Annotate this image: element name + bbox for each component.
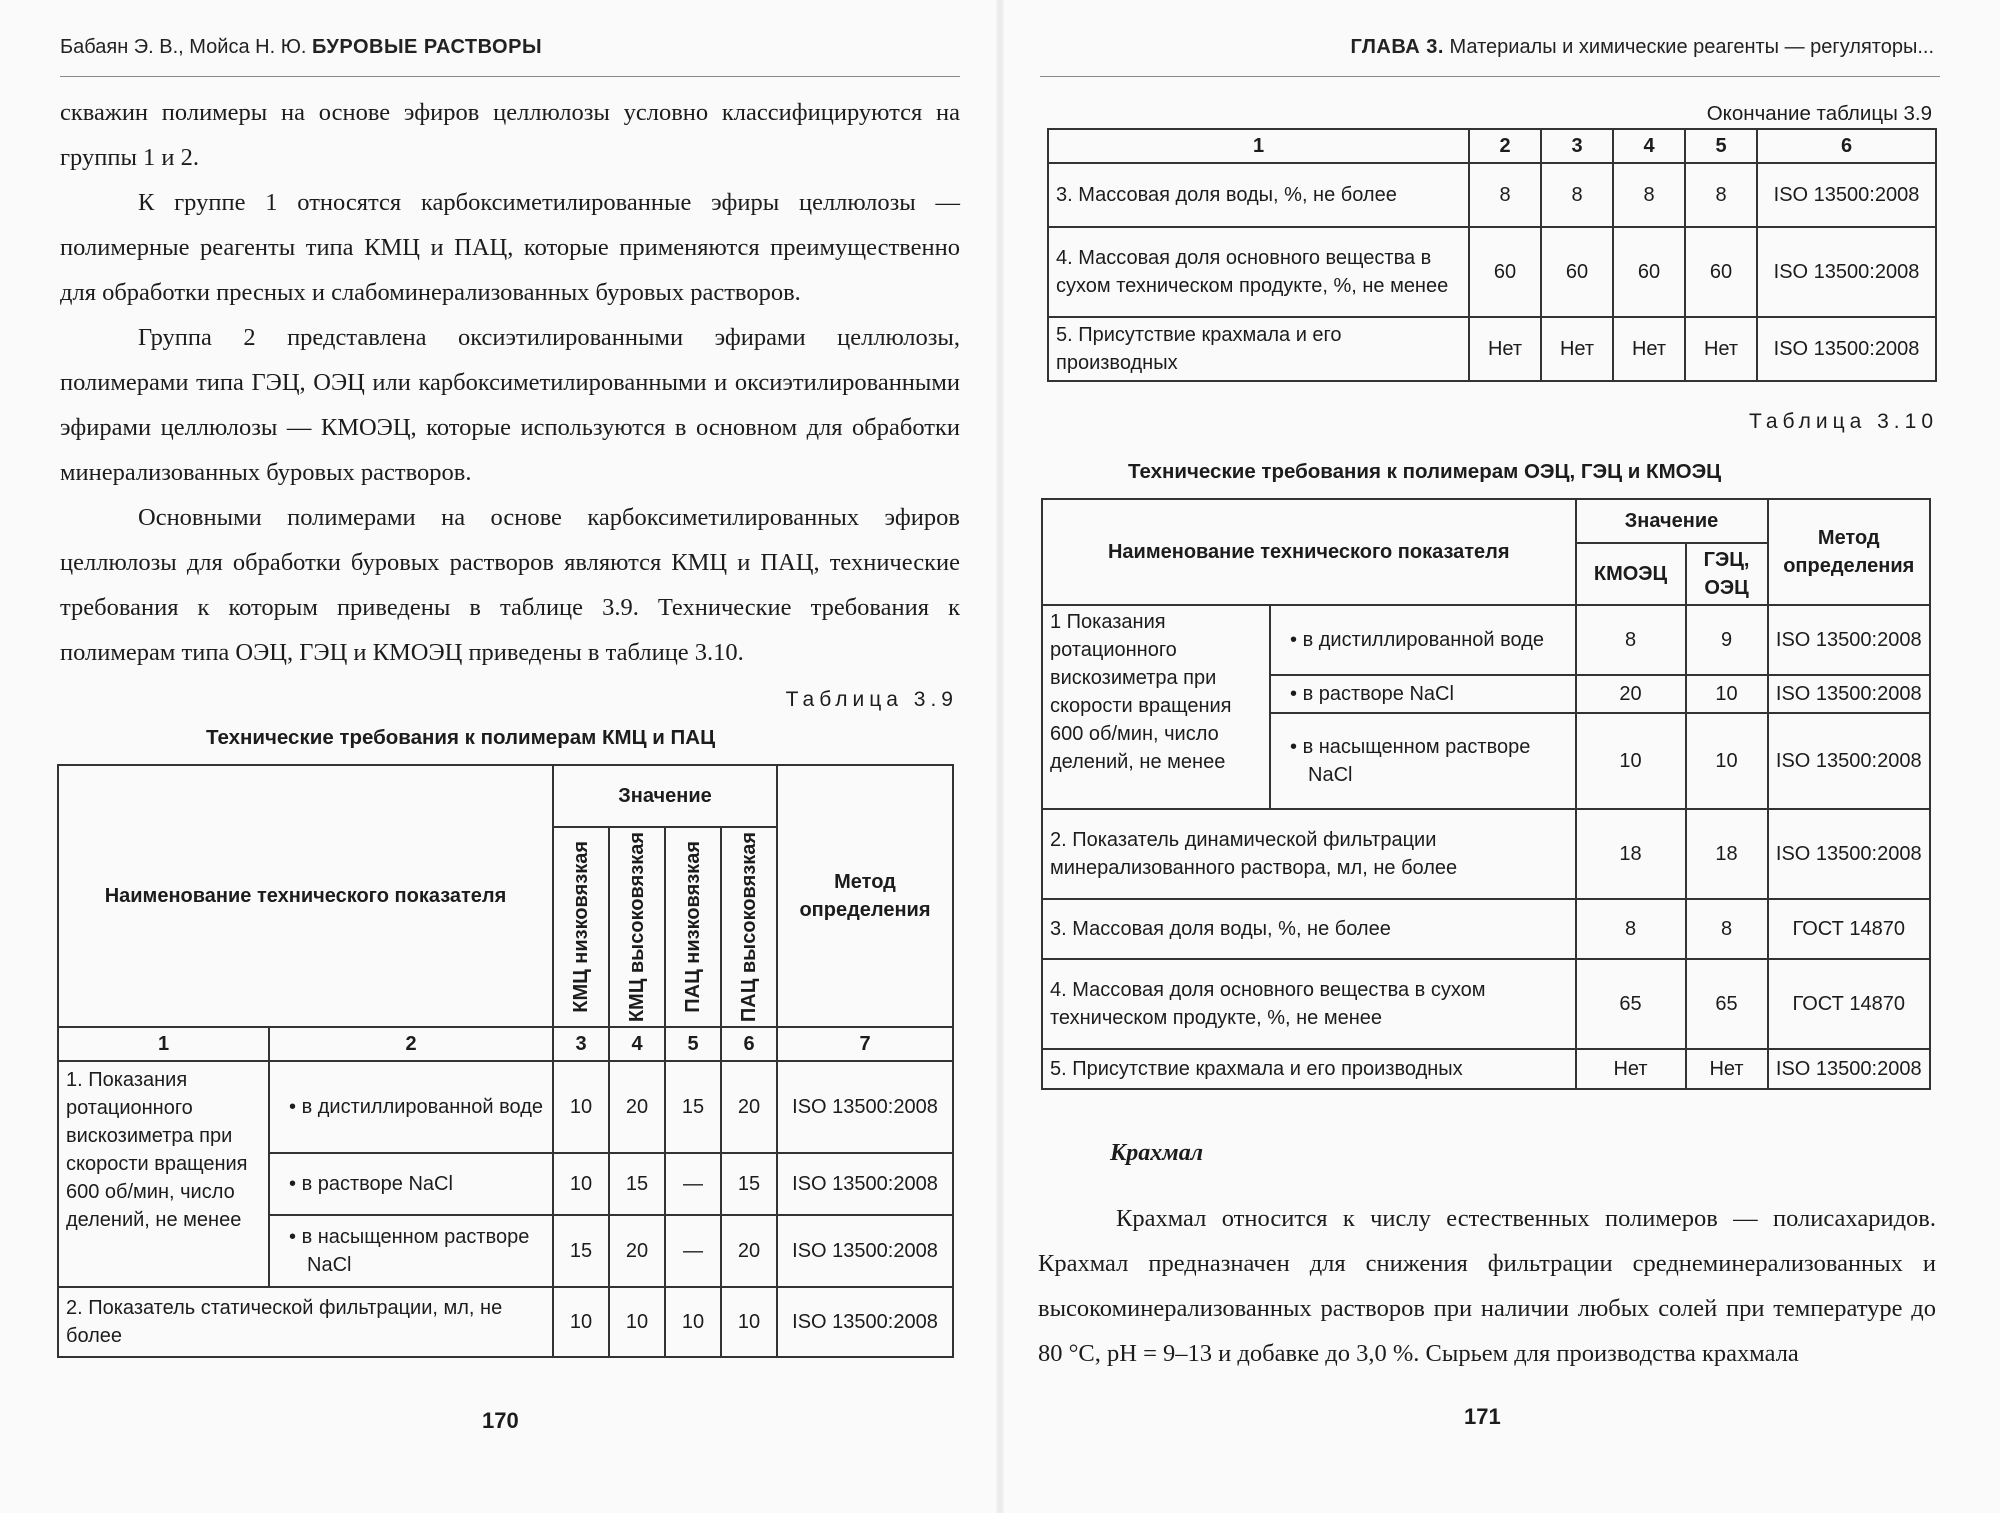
condition-label: в насыщенном растворе NaCl bbox=[1302, 736, 1531, 786]
condition-label: в насыщенном растворе NaCl bbox=[301, 1226, 530, 1276]
cell-method: ISO 13500:2008 bbox=[1757, 317, 1936, 381]
header-authors: Бабаян Э. В., Мойса Н. Ю. bbox=[60, 36, 307, 58]
row-label: 4. Массовая доля основного вещества в сухом техническом продукте, %, не менее bbox=[1048, 227, 1469, 317]
table-row bbox=[1048, 227, 1936, 317]
cell-value: 8 bbox=[1686, 899, 1768, 959]
col-number: 4 bbox=[1613, 129, 1685, 163]
cell-value: Нет bbox=[1576, 1049, 1686, 1089]
cell-value: 15 bbox=[553, 1215, 609, 1287]
col-header-pac-low: ПАЦ низковязкая bbox=[682, 841, 704, 1013]
col-header-method: Метод определения bbox=[1768, 499, 1930, 605]
table-row bbox=[1042, 809, 1930, 899]
cell-value: 10 bbox=[553, 1153, 609, 1215]
right-running-head bbox=[1351, 36, 1935, 59]
cell-method: ISO 13500:2008 bbox=[777, 1061, 953, 1153]
header-rule bbox=[1040, 76, 1940, 77]
cell-value: 8 bbox=[1685, 163, 1757, 227]
cell-method: ГОСТ 14870 bbox=[1768, 959, 1930, 1049]
col-number: 3 bbox=[553, 1027, 609, 1061]
cell-value: 8 bbox=[1541, 163, 1613, 227]
col-number: 3 bbox=[1541, 129, 1613, 163]
condition-label: в растворе NaCl bbox=[301, 1173, 453, 1195]
table-row: • в насыщенном растворе NaCl 15 20 — 20 ISO 13500:2008 bbox=[58, 1215, 953, 1287]
table-row: • в растворе NaCl 20 10 ISO 13500:2008 bbox=[1042, 675, 1930, 713]
table-row: 1 Показания ротационного вискозиметра при скорости вращения 600 об/мин, число делений, не менее • в дистиллированной воде 8 9 ISO 13500:2008 bbox=[1042, 605, 1930, 675]
col-header-kmoec: КМОЭЦ bbox=[1576, 543, 1686, 605]
cell-value: 10 bbox=[553, 1287, 609, 1357]
cell-value: 60 bbox=[1613, 227, 1685, 317]
table-row bbox=[58, 1287, 953, 1357]
cell-value: 10 bbox=[1686, 675, 1768, 713]
paragraph: Основными полимерами на основе карбоксиметилированных эфиров целлюлозы для обработки буровых растворов являются КМЦ и ПАЦ, технические требования к которым приведены в таблице 3.9. Технические требования к полимерам типа ОЭЦ, ГЭЦ и КМОЭЦ приведены в таблице 3.10. bbox=[60, 504, 960, 666]
row-label: 1 Показания ротационного вискозиметра при скорости вращения 600 об/мин, число делений, не менее bbox=[1042, 605, 1270, 809]
table-label: Таблица 3.10 bbox=[1748, 410, 1938, 433]
condition-label: в дистиллированной воде bbox=[301, 1096, 544, 1118]
cell-method: ISO 13500:2008 bbox=[777, 1215, 953, 1287]
cell-value: 60 bbox=[1541, 227, 1613, 317]
paragraph: скважин полимеры на основе эфиров целлюлозы условно классифицируются на группы 1 и 2. bbox=[60, 99, 960, 171]
cell-value: 60 bbox=[1685, 227, 1757, 317]
table-title: Технические требования к полимерам ОЭЦ, ГЭЦ и КМОЭЦ bbox=[1128, 460, 1722, 483]
cell-value: 65 bbox=[1686, 959, 1768, 1049]
row-label: 5. Присутствие крахмала и его производных bbox=[1048, 317, 1469, 381]
cell-value: 15 bbox=[609, 1153, 665, 1215]
table-row bbox=[1048, 317, 1936, 381]
col-header-value: Значение bbox=[553, 765, 777, 827]
paragraph: К группе 1 относятся карбоксиметилированные эфиры целлюлозы — полимерные реагенты типа КМЦ и ПАЦ, которые применяются преимущественно для обработки пресных и слабоминерализованных буровых растворов. bbox=[60, 189, 960, 306]
cell-method: ISO 13500:2008 bbox=[1768, 675, 1930, 713]
table-row bbox=[1042, 899, 1930, 959]
table-row: • в растворе NaCl 10 15 — 15 ISO 13500:2008 bbox=[58, 1153, 953, 1215]
section-subheading: Крахмал bbox=[1110, 1140, 1204, 1166]
left-running-head bbox=[60, 36, 542, 59]
page-number: 170 bbox=[482, 1408, 519, 1433]
condition-label: в дистиллированной воде bbox=[1302, 629, 1545, 651]
col-number: 6 bbox=[1757, 129, 1936, 163]
table-title: Технические требования к полимерам КМЦ и ПАЦ bbox=[206, 726, 716, 749]
right-body-text bbox=[1038, 1196, 1936, 1376]
paragraph: Крахмал относится к числу естественных полимеров — полисахаридов. Крахмал предназначен для снижения фильтрации среднеминерализованных и высокоминерализованных растворов при наличии любых солей при температуре до 80 °С, рН = 9–13 и добавке до 3,0 %. Сырьем для производства крахмала bbox=[1038, 1205, 1936, 1367]
col-header-method: Метод определения bbox=[777, 765, 953, 1027]
cell-value: Нет bbox=[1469, 317, 1541, 381]
cell-method: ГОСТ 14870 bbox=[1768, 899, 1930, 959]
cell-method: ISO 13500:2008 bbox=[1757, 163, 1936, 227]
row-label: 1. Показания ротационного вискозиметра при скорости вращения 600 об/мин, число делений, не менее bbox=[58, 1061, 269, 1287]
cell-value: 10 bbox=[609, 1287, 665, 1357]
cell-method: ISO 13500:2008 bbox=[1768, 809, 1930, 899]
col-header-kmc-high: КМЦ высоковязкая bbox=[626, 831, 648, 1023]
cell-method: ISO 13500:2008 bbox=[1757, 227, 1936, 317]
cell-value: 20 bbox=[609, 1215, 665, 1287]
cell-value: 15 bbox=[721, 1153, 777, 1215]
table-row: • в насыщенном растворе NaCl 10 10 ISO 13500:2008 bbox=[1042, 713, 1930, 809]
col-header-value: Значение bbox=[1576, 499, 1768, 543]
col-number: 6 bbox=[721, 1027, 777, 1061]
table-row: 1. Показания ротационного вискозиметра при скорости вращения 600 об/мин, число делений, не менее • в дистиллированной воде 10 20 15 20 ISO 13500:2008 bbox=[58, 1061, 953, 1153]
right-page bbox=[1000, 0, 2000, 1513]
cell-value: 18 bbox=[1576, 809, 1686, 899]
cell-value: 65 bbox=[1576, 959, 1686, 1049]
paragraph: Группа 2 представлена оксиэтилированными эфирами целлюлозы, полимерами типа ГЭЦ, ОЭЦ или карбоксиметилированными и оксиэтилированными эфирами целлюлозы — КМОЭЦ, которые используются в основном для обработки минерализованных буровых растворов. bbox=[60, 324, 960, 486]
cell-value: 10 bbox=[553, 1061, 609, 1153]
condition-label: в растворе NaCl bbox=[1302, 683, 1454, 705]
col-number: 2 bbox=[1469, 129, 1541, 163]
cell-method: ISO 13500:2008 bbox=[777, 1153, 953, 1215]
cell-value: 18 bbox=[1686, 809, 1768, 899]
cell-value: 20 bbox=[721, 1061, 777, 1153]
col-number: 5 bbox=[665, 1027, 721, 1061]
table-3-9 bbox=[57, 764, 954, 1358]
cell-method: ISO 13500:2008 bbox=[1768, 713, 1930, 809]
left-body-text bbox=[60, 90, 960, 675]
col-header-name: Наименование технического показателя bbox=[58, 765, 553, 1027]
col-number: 4 bbox=[609, 1027, 665, 1061]
row-label: 5. Присутствие крахмала и его производных bbox=[1042, 1049, 1576, 1089]
cell-method: ISO 13500:2008 bbox=[1768, 605, 1930, 675]
table-row bbox=[1048, 163, 1936, 227]
col-number: 7 bbox=[777, 1027, 953, 1061]
col-number: 5 bbox=[1685, 129, 1757, 163]
header-book-title: БУРОВЫЕ РАСТВОРЫ bbox=[312, 36, 543, 58]
table-3-10 bbox=[1041, 498, 1931, 1090]
row-label: 3. Массовая доля воды, %, не более bbox=[1042, 899, 1576, 959]
cell-method: ISO 13500:2008 bbox=[777, 1287, 953, 1357]
cell-value: 15 bbox=[665, 1061, 721, 1153]
col-number: 1 bbox=[58, 1027, 269, 1061]
col-number: 1 bbox=[1048, 129, 1469, 163]
cell-value: 10 bbox=[1686, 713, 1768, 809]
cell-value: Нет bbox=[1685, 317, 1757, 381]
cell-value: 9 bbox=[1686, 605, 1768, 675]
cell-value: 8 bbox=[1469, 163, 1541, 227]
header-rule bbox=[60, 76, 960, 77]
table-3-9-continued bbox=[1047, 128, 1937, 382]
table-label: Таблица 3.9 bbox=[785, 688, 958, 711]
cell-value: 10 bbox=[665, 1287, 721, 1357]
table-continuation-label: Окончание таблицы 3.9 bbox=[1706, 102, 1932, 125]
cell-value: 20 bbox=[609, 1061, 665, 1153]
header-chapter-title: Материалы и химические реагенты — регуляторы... bbox=[1449, 36, 1934, 58]
col-header-pac-high: ПАЦ высоковязкая bbox=[738, 831, 760, 1023]
row-label: 2. Показатель статической фильтрации, мл, не более bbox=[58, 1287, 553, 1357]
cell-value: — bbox=[665, 1215, 721, 1287]
row-label: 2. Показатель динамической фильтрации минерализованного раствора, мл, не более bbox=[1042, 809, 1576, 899]
page-number: 171 bbox=[1464, 1404, 1501, 1429]
cell-value: 20 bbox=[1576, 675, 1686, 713]
cell-value: 10 bbox=[721, 1287, 777, 1357]
cell-value: 20 bbox=[721, 1215, 777, 1287]
col-header-kmc-low: КМЦ низковязкая bbox=[570, 841, 592, 1013]
cell-value: 8 bbox=[1613, 163, 1685, 227]
row-label: 3. Массовая доля воды, %, не более bbox=[1048, 163, 1469, 227]
col-header-name: Наименование технического показателя bbox=[1042, 499, 1576, 605]
cell-method: ISO 13500:2008 bbox=[1768, 1049, 1930, 1089]
cell-value: 10 bbox=[1576, 713, 1686, 809]
row-label: 4. Массовая доля основного вещества в сухом техническом продукте, %, не менее bbox=[1042, 959, 1576, 1049]
cell-value: Нет bbox=[1613, 317, 1685, 381]
col-number: 2 bbox=[269, 1027, 553, 1061]
cell-value: 60 bbox=[1469, 227, 1541, 317]
header-chapter: ГЛАВА 3. bbox=[1350, 36, 1444, 58]
cell-value: Нет bbox=[1541, 317, 1613, 381]
col-header-gec-oec: ГЭЦ, ОЭЦ bbox=[1686, 543, 1768, 605]
cell-value: 8 bbox=[1576, 899, 1686, 959]
cell-value: — bbox=[665, 1153, 721, 1215]
cell-value: 8 bbox=[1576, 605, 1686, 675]
table-row bbox=[1042, 1049, 1930, 1089]
table-row bbox=[1042, 959, 1930, 1049]
cell-value: Нет bbox=[1686, 1049, 1768, 1089]
